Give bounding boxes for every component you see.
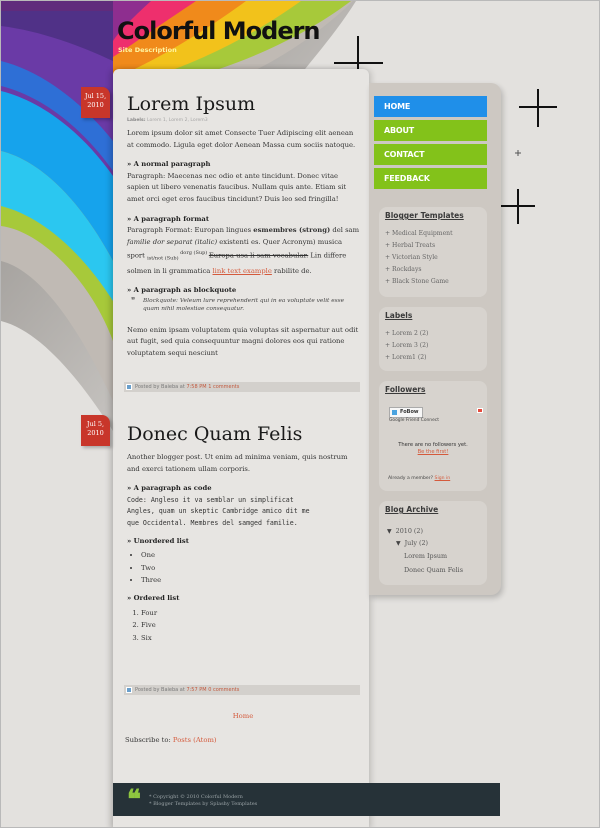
- labels-links[interactable]: Lorem 1, Lorem 2, Lorem3: [147, 118, 208, 123]
- follow-label: FoBow: [400, 409, 419, 415]
- subheading: » Ordered list: [127, 593, 180, 602]
- archive-post-link[interactable]: Lorem Ipsum: [404, 552, 448, 560]
- list-item: 3. Six: [141, 632, 361, 645]
- text: Lin differe solmen in li grammatica: [127, 251, 347, 275]
- credit-text[interactable]: * Blogger Templates by Splashy Templates: [149, 801, 258, 807]
- italic-text: familie dor separat (italic): [127, 237, 218, 246]
- subheading: » A normal paragraph: [127, 160, 211, 169]
- member-line: [388, 476, 450, 481]
- post-date-badge: [81, 415, 110, 446]
- widget-link[interactable]: + Black Stone Game: [385, 278, 449, 285]
- site-title[interactable]: Colorful Modern: [117, 17, 320, 45]
- subheading: » A paragraph as code: [127, 484, 212, 493]
- label-link[interactable]: + Lorem 2 (2): [385, 330, 429, 337]
- date-line: Jul 5,: [86, 420, 105, 428]
- subscribe-line: [125, 736, 217, 744]
- text: rabilite de.: [271, 266, 312, 275]
- post-time-link[interactable]: 7:57 PM: [186, 687, 207, 693]
- list-item: • One: [141, 549, 361, 562]
- nav-about-button[interactable]: ABOUT: [374, 120, 487, 141]
- subscribe-label: Subscribe to:: [125, 736, 173, 744]
- expand-triangle-icon[interactable]: ▼: [396, 540, 401, 547]
- nav-contact-button[interactable]: CONTACT: [374, 144, 487, 165]
- follow-button[interactable]: [389, 407, 423, 418]
- share-icon[interactable]: [477, 408, 483, 413]
- post-date-badge: [81, 87, 110, 118]
- bold-text: esmembres (strong): [253, 226, 331, 235]
- paragraph: Paragraph: Maecenas nec odio et ante tincidunt. Donec vitae sapien ut libero venenatis faucibus. Nullam quis ante. Etiam sit amet orci eget eros faucibus tincidunt? Duis leo sed fringilla!: [127, 171, 347, 203]
- subheading: » Unordered list: [127, 536, 189, 545]
- atom-feed-link[interactable]: Posts (Atom): [172, 736, 217, 744]
- widget-title: Blog Archive: [385, 505, 439, 514]
- post-footer: [124, 685, 360, 695]
- label-link[interactable]: + Lorem1 (2): [385, 354, 427, 361]
- post-author-icon: [126, 384, 132, 390]
- date-line: Jul 15,: [84, 92, 107, 100]
- example-link[interactable]: link text example: [212, 266, 272, 275]
- widget-followers: [379, 381, 487, 491]
- text: del sam: [330, 226, 360, 235]
- post: [127, 93, 361, 368]
- gfc-icon: [392, 410, 397, 415]
- no-followers: [379, 442, 487, 456]
- code-block: Code: Angleso it va semblar un simplificat Angles, quam un skeptic Cambridge amico dit me que Occidental. Membres del samged familie.: [127, 495, 310, 527]
- widget-title: Labels: [385, 311, 413, 320]
- post-labels: [127, 118, 361, 123]
- posted-by: Posted by Baieba at: [135, 687, 187, 693]
- comments-link[interactable]: 0 comments: [208, 687, 240, 693]
- posted-by: Posted by Baieba at: [135, 384, 187, 390]
- quote-icon: ❝: [127, 785, 141, 815]
- widget-title: Followers: [385, 385, 426, 394]
- ordered-list: [141, 607, 361, 645]
- post-time-link[interactable]: 7:58 PM: [186, 384, 207, 390]
- list-item: 2. Five: [141, 619, 361, 632]
- paragraph: Nemo enim ipsam voluptatem quia voluptas sit aspernatur aut odit aut fugit, sed quia consequuntur magni dolores eos qui ratione voluptatem sequi nesciunt: [127, 325, 359, 357]
- sup-text: dorg (Sup): [178, 250, 209, 257]
- gfc-label: Google Friend Connect: [389, 418, 439, 423]
- widget-labels: [379, 307, 487, 371]
- list-item: 1. Four: [141, 607, 361, 620]
- comments-link[interactable]: 1 comments: [208, 384, 240, 390]
- subheading: » A paragraph format: [127, 214, 209, 223]
- post-title[interactable]: Donec Quam Felis: [127, 423, 303, 445]
- widget-link[interactable]: + Medical Equipment: [385, 230, 453, 237]
- list-item: • Two: [141, 562, 361, 575]
- widget-link[interactable]: + Herbal Treats: [385, 242, 436, 249]
- quote-icon: ❞: [131, 295, 136, 305]
- no-followers-text: There are no followers yet.: [398, 442, 468, 448]
- widget-title: Blogger Templates: [385, 211, 464, 220]
- text: existenti es. Quer Acronym) musica sport: [127, 237, 343, 260]
- widget-blogger-templates: [379, 207, 487, 297]
- expand-triangle-icon[interactable]: ▼: [387, 528, 392, 535]
- copyright-text: * Copyright © 2010 Colorful Modern: [149, 794, 243, 800]
- unordered-list: [141, 549, 361, 587]
- list-item: • Three: [141, 574, 361, 587]
- member-text: Already a member?: [388, 476, 435, 481]
- post-body: [127, 452, 361, 644]
- labels-prefix: Labels:: [127, 118, 146, 123]
- label-link[interactable]: + Lorem 3 (2): [385, 342, 429, 349]
- post-author-icon: [126, 687, 132, 693]
- widget-link[interactable]: + Rockdays: [385, 266, 422, 273]
- blockquote: [127, 297, 361, 313]
- home-link[interactable]: Home: [232, 712, 254, 720]
- nav-home-button[interactable]: HOME: [374, 96, 487, 117]
- nav-feedback-button[interactable]: FEEDBACK: [374, 168, 487, 189]
- post: [127, 423, 361, 650]
- post-intro: Another blogger post. Ut enim ad minima veniam, quis nostrum and exerci tationem ullam corporis.: [127, 453, 348, 473]
- date-year: 2010: [87, 429, 104, 437]
- sign-in-link[interactable]: Sign in: [434, 476, 451, 481]
- quote-text: Blockquote: Veleum lure reprehenderit qui in ea voluptate velit esse quam nihil molestiae consequatur.: [143, 297, 345, 312]
- archive-post-link[interactable]: Donec Quam Felis: [404, 566, 463, 574]
- archive-year[interactable]: [387, 527, 423, 535]
- sub-text: ist/not (Sub): [147, 255, 179, 262]
- post-intro: Lorem ipsum dolor sit amet Consecte Tuer Adipiscing elit aenean at commodo. Ligula eget dolor Aenean Massa cum sociis natoque.: [127, 129, 356, 149]
- be-first-link[interactable]: Be the first!: [417, 449, 449, 455]
- text: Paragraph Format: Europan lingues: [127, 226, 254, 235]
- post-title[interactable]: Lorem Ipsum: [127, 93, 256, 115]
- archive-month[interactable]: [396, 539, 428, 547]
- site-description: Site Description: [118, 46, 177, 54]
- date-year: 2010: [87, 101, 104, 109]
- widget-link[interactable]: + Victorian Style: [385, 254, 438, 261]
- site-footer: [113, 783, 500, 816]
- format-paragraph: [127, 225, 361, 277]
- archive-year-label: 2010 (2): [395, 527, 423, 535]
- post-footer: [124, 382, 360, 392]
- archive-month-label: July (2): [404, 539, 429, 547]
- post-body: [127, 128, 361, 360]
- strike-text: Europa usa li sam vocabular.: [208, 251, 309, 260]
- subheading: » A paragraph as blockquote: [127, 286, 237, 295]
